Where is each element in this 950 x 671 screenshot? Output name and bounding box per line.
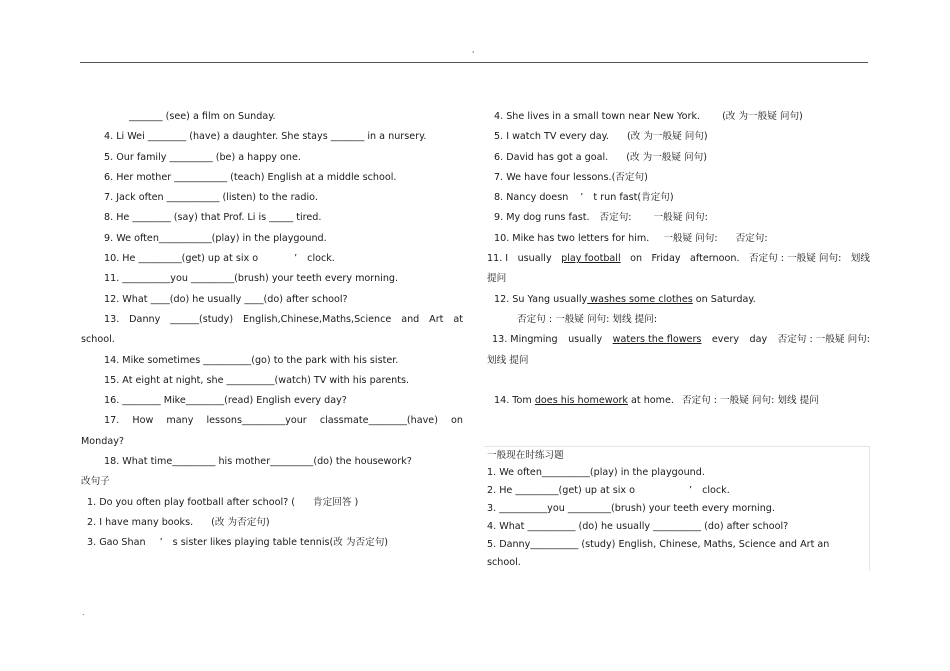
exercise-line	[487, 391, 870, 411]
practice-line: 5. Danny__________ (study) English, Chinese, Maths, Science and Art an	[487, 539, 830, 550]
word: How	[132, 415, 154, 427]
word: on	[451, 415, 463, 427]
text-part: 5. I watch TV every day.	[494, 131, 609, 143]
text-part: (改 为一般疑 问句)	[722, 111, 803, 122]
exercise-line: 9. We often___________(play) in the playgound.	[104, 232, 327, 244]
exercise-line: 14. Mike sometimes __________(go) to the park with his sister.	[104, 354, 399, 366]
left-column	[81, 107, 463, 554]
practice-line: 4. What __________ (do) he usually __________ (do) after school?	[487, 521, 789, 532]
exercise-line: _______ (see) a film on Sunday.	[129, 111, 276, 122]
text-part: 肯定回答 )	[313, 496, 359, 508]
exercise-line: 6. Her mother ___________ (teach) English at a middle school.	[104, 171, 397, 183]
word: 17.	[104, 415, 120, 427]
text-part: t run fast	[593, 192, 638, 204]
word: at	[453, 313, 463, 325]
text-part: 否定句 : 一般疑 问句: 划线 提问	[681, 394, 819, 406]
underlined-phrase: does his homework	[534, 394, 628, 406]
word: Danny	[129, 313, 161, 325]
word: usually	[517, 253, 552, 265]
text-part: 14. Tom	[494, 394, 532, 406]
exercise-line: 11. __________you _________(brush) your teeth every morning.	[104, 273, 399, 285]
word: Friday	[651, 253, 681, 265]
word: many	[166, 415, 194, 427]
text-part: 6. David has got a goal.	[494, 151, 609, 163]
underlined-phrase: play football	[561, 253, 621, 265]
apostrophe: ’	[580, 192, 584, 204]
exercise-line: school.	[81, 334, 115, 346]
apostrophe: ’	[159, 537, 163, 549]
text-part: 否定句:	[735, 232, 768, 244]
footer-mark: .	[82, 608, 85, 617]
text-part: s sister likes playing table tennis	[172, 537, 330, 549]
exercise-line-justified	[487, 330, 870, 350]
text-part: 10. Mike has two letters for him.	[494, 232, 650, 244]
exercise-line	[81, 249, 463, 269]
exercise-line: 否定句 : 一般疑 问句: 划线 提问:	[517, 313, 658, 325]
practice-box	[484, 446, 870, 571]
text-part: (改 为一般疑 问句)	[626, 151, 707, 163]
exercise-line	[487, 127, 870, 147]
exercise-line: 5. Our family _________ (be) a happy one.	[104, 151, 301, 163]
text-part: 2. I have many books.	[87, 516, 194, 528]
exercise-line: 提问	[487, 273, 507, 285]
text-part: 否定句:	[599, 212, 632, 224]
text-part: 10. He _________(get) up at six o	[104, 253, 259, 265]
practice-line: 1. We often__________(play) in the playgound.	[487, 467, 705, 478]
text-part: (改 为一般疑 问句)	[626, 131, 708, 143]
exercise-line: 划线 提问	[487, 354, 529, 366]
word: on	[630, 253, 643, 265]
exercise-line: 12. What ____(do) he usually ____(do) after school?	[104, 293, 348, 305]
word: usually	[568, 334, 603, 346]
exercise-line: 7. Jack often ___________ (listen) to the radio.	[104, 192, 318, 204]
exercise-line	[81, 513, 463, 533]
text-part: 12. Su Yang usually	[494, 293, 588, 305]
underlined-phrase: waters the flowers	[612, 334, 702, 346]
word: 划线	[850, 253, 870, 265]
word: 11. I	[487, 253, 509, 265]
word: ______(study)	[170, 313, 234, 325]
underlined-phrase: washes some clothes	[587, 293, 693, 305]
exercise-line	[81, 493, 463, 513]
exercise-line	[487, 290, 870, 310]
word: day	[749, 334, 768, 346]
text-part: 9. My dog runs fast.	[494, 212, 590, 224]
header-rule	[80, 62, 868, 63]
text-part: (肯定句)	[637, 192, 674, 204]
word: English,Chinese,Maths,Science	[242, 313, 392, 325]
word: and	[401, 313, 420, 325]
text-part: on Saturday.	[692, 293, 756, 305]
exercise-line: 16. ________ Mike________(read) English every day?	[104, 395, 347, 407]
exercise-line	[81, 533, 463, 553]
word: 否定句 : 一般疑 问句:	[748, 253, 842, 265]
text-part: 4. She lives in a small town near New York.	[494, 111, 701, 122]
text-part: at home.	[627, 394, 674, 406]
practice-title: 一般现在时练习题	[487, 450, 564, 461]
exercise-line	[487, 148, 870, 168]
text-part: 一般疑 问句:	[653, 212, 708, 224]
practice-line: school.	[487, 557, 521, 568]
exercise-line	[487, 188, 870, 208]
right-column	[487, 107, 870, 411]
apostrophe: ’	[689, 485, 693, 496]
exercise-line: 15. At eight at night, she __________(watch) TV with his parents.	[104, 374, 410, 386]
header-mark: '	[472, 50, 475, 59]
practice-line	[484, 482, 869, 500]
text-part: 2. He _________(get) up at six o	[487, 485, 636, 496]
text-part: (改 为否定句)	[211, 516, 270, 528]
exercise-line	[487, 107, 870, 127]
exercise-line-justified	[81, 310, 463, 330]
apostrophe: ’	[294, 253, 298, 265]
exercise-line-justified	[487, 249, 870, 269]
exercise-line: 18. What time_________ his mother_________(do) the housework?	[104, 456, 412, 468]
exercise-line: 8. He ________ (say) that Prof. Li is _____ tired.	[104, 212, 322, 224]
text-part: 一般疑 问句:	[663, 232, 718, 244]
word: classmate________(have)	[319, 415, 438, 427]
word: every	[711, 334, 739, 346]
spacer	[487, 371, 870, 391]
text-part: 3. Gao Shan	[87, 537, 146, 549]
text-part: clock.	[702, 485, 730, 496]
exercise-line	[487, 229, 870, 249]
exercise-line	[487, 208, 870, 228]
text-part: (否定句)	[611, 171, 648, 183]
word: 否定句 : 一般疑 问句:	[777, 334, 870, 346]
text-part: 8. Nancy doesn	[494, 192, 569, 204]
word: afternoon.	[690, 253, 740, 265]
word: 13.	[104, 313, 120, 325]
word: 13. Mingming	[492, 334, 558, 346]
word: Art	[429, 313, 444, 325]
word: lessons_________your	[206, 415, 307, 427]
exercise-line	[487, 168, 870, 188]
text-part: 1. Do you often play football after school? (	[87, 496, 296, 508]
exercise-line-justified	[81, 411, 463, 431]
text-part: clock.	[307, 253, 335, 265]
section-heading: 改句子	[81, 476, 110, 488]
exercise-line: 4. Li Wei ________ (have) a daughter. She stays _______ in a nursery.	[104, 131, 427, 143]
text-part: 7. We have four lessons.	[494, 171, 612, 183]
practice-line: 3. __________you _________(brush) your teeth every morning.	[487, 503, 775, 514]
exercise-line: Monday?	[81, 435, 124, 447]
text-part: (改 为否定句)	[329, 537, 389, 549]
